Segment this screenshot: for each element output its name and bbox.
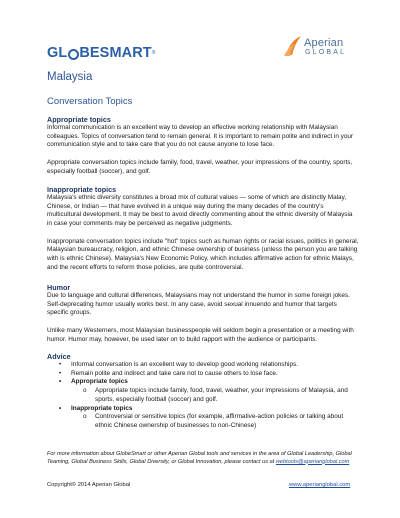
logo-text-post: BESMART <box>79 45 152 61</box>
aperian-global-label: GLOBAL <box>305 49 347 56</box>
list-item-text: Informal conversation is an excellent way to develop good working relationships. <box>71 361 298 368</box>
list-item-text: Appropriate topics <box>71 378 128 386</box>
sub-list-item <box>47 387 359 404</box>
contact-email-link[interactable]: webtools@aperianglobal.com <box>275 458 350 465</box>
list-item-text: Controversial or sensitive topics (for example, affirmative-action policies or talking about ethnic Chinese ownership of businesses to non-Chinese) <box>95 413 344 429</box>
section-heading: Advice <box>47 352 71 361</box>
section-heading: Inappropriate topics <box>47 185 117 194</box>
logo-text-pre: GL <box>47 45 68 61</box>
list-item <box>47 361 359 370</box>
registered-mark: ® <box>151 50 156 56</box>
list-item-text: Appropriate topics include family, food, travel, weather, your impressions of Malaysia, and sports, especially football (soccer) and golf. <box>95 387 348 403</box>
bullet-icon: • <box>59 404 62 412</box>
bullet-icon: • <box>59 378 62 386</box>
section-humor <box>47 283 359 344</box>
website-link[interactable]: www.aperianglobal.com <box>289 482 351 488</box>
paragraph: Appropriate conversation topics include family, food, travel, weather, your impressions of the country, sports, especially football (soccer), and golf. <box>47 158 353 175</box>
bullet-icon: • <box>59 369 62 377</box>
list-item-text: Remain polite and indirect and take care not to cause others to lose face. <box>71 369 278 377</box>
paragraph: Inappropriate conversation topics include "hot" topics such as human rights or racial issues, politics in general, Malaysian bureaucracy, religion, and ethnic Chinese ownership of business (unless the person you are talking with is ethnic Chinese). Malaysia's New Economic Policy, which includes affirmative action for ethnic Malays, and the recent efforts to reform those policies, are quite controversial. <box>47 237 359 271</box>
paragraph: Due to language and cultural differences, Malaysians may not understand the humor in some foreign jokes. Self-deprecating humor usually works best. In any case, avoid sexual innuendo and humor that targets specific groups. <box>47 292 350 317</box>
aperian-swoosh-icon <box>283 35 303 57</box>
globesmart-logo <box>47 44 155 62</box>
list-item <box>47 378 359 387</box>
section-advice <box>47 352 359 361</box>
paragraph: Informal communication is an excellent way to develop an effective working relationship with Malaysian colleagues. Topics of conversation tend to remain general. It is important to remain polite and indirect in your communication style and to take care that you do not cause anyone to lose face. <box>47 124 354 149</box>
globe-icon <box>68 49 79 60</box>
section-heading: Humor <box>47 283 71 292</box>
section-inappropriate-topics <box>47 185 359 272</box>
list-item <box>47 370 359 379</box>
sub-bullet-icon: o <box>83 413 87 421</box>
list-item <box>47 405 359 414</box>
list-item-text: Inappropriate topics <box>71 404 133 412</box>
sub-bullet-icon: o <box>83 387 87 395</box>
aperian-global-logo <box>283 34 357 66</box>
page-subtitle: Conversation Topics <box>47 96 133 107</box>
section-appropriate-topics <box>47 115 359 176</box>
paragraph: Unlike many Westerners, most Malaysian businesspeople will seldom begin a presentation or a meeting with humor. Humor may, however, be used later on to build rapport with the audience or participants. <box>47 326 354 343</box>
paragraph: Malaysia's ethnic diversity constitutes a broad mix of cultural values — some of which are distinctly Malay, Chinese, or Indian — that have evolved in a unique way during the many decades of the country's multicultural development. It may be best to avoid directly commenting about the ethnic diversity of Malaysia in case your comments may be perceived as negative judgments. <box>47 194 353 228</box>
page-title: Malaysia <box>47 71 93 83</box>
copyright: Copyright© 2014 Aperian Global <box>47 482 131 488</box>
aperian-name: Aperian <box>304 37 344 49</box>
bullet-icon: • <box>59 361 62 368</box>
footer-note-text: For more information about GlobeSmart or other Aperian Global tools and services in the area of Global Leadership, Global Teaming, Global Business Skills, Global Diversity, or Global Innovation, please contact us at <box>47 451 352 465</box>
advice-list <box>47 361 359 431</box>
footer-note <box>47 451 359 466</box>
section-heading: Appropriate topics <box>47 115 111 124</box>
sub-list-item <box>47 413 359 430</box>
